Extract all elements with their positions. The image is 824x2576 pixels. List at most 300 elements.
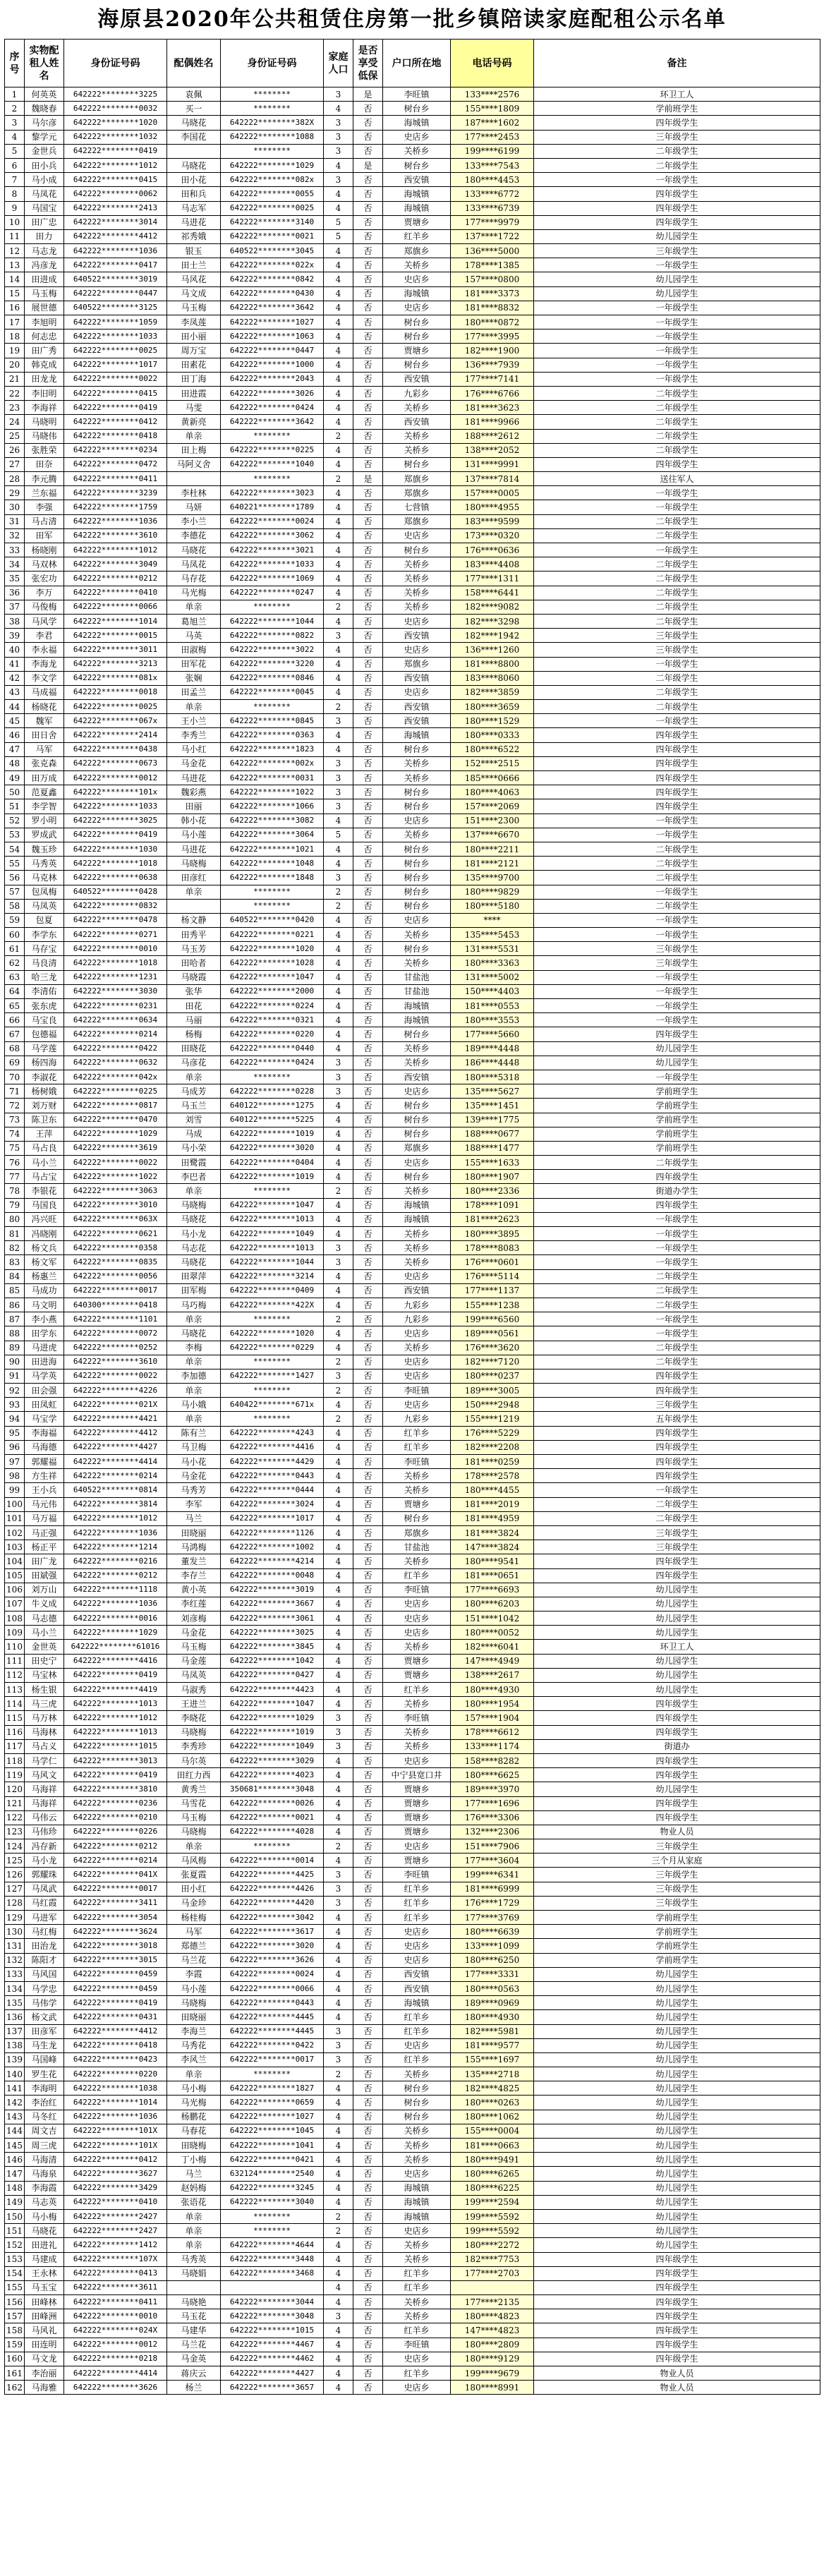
- cell-tenant-name: 李小燕: [25, 1312, 64, 1326]
- cell-spouse-name: 马光梅: [167, 586, 221, 600]
- cell-phone: 183****4408: [451, 557, 534, 572]
- cell-hukou: 史店乡: [383, 1953, 451, 1967]
- cell-hukou: 关桥乡: [383, 572, 451, 586]
- cell-spouse-id: 642222********0409: [221, 1283, 324, 1298]
- table-row: [5, 1825, 820, 1839]
- cell-spouse-name: 马小红: [167, 742, 221, 756]
- cell-household-size: 4: [324, 2110, 353, 2124]
- cell-household-size: 4: [324, 1796, 353, 1810]
- cell-index: 76: [5, 1156, 25, 1170]
- cell-low-income: 否: [353, 1170, 383, 1184]
- table-row: [5, 2010, 820, 2024]
- table-row: [5, 1198, 820, 1212]
- cell-tenant-name: 李清佑: [25, 984, 64, 998]
- cell-index: 111: [5, 1654, 25, 1668]
- table-row: [5, 657, 820, 671]
- cell-household-size: 4: [324, 244, 353, 258]
- cell-hukou: 海城镇: [383, 1198, 451, 1212]
- cell-index: 22: [5, 386, 25, 400]
- cell-index: 2: [5, 102, 25, 116]
- cell-spouse-name: 马晓花: [167, 1255, 221, 1269]
- cell-phone: 180****3363: [451, 956, 534, 970]
- cell-low-income: 否: [353, 1013, 383, 1027]
- cell-remark: 四年级学生: [534, 201, 820, 215]
- cell-low-income: 否: [353, 1455, 383, 1469]
- table-row: [5, 928, 820, 942]
- table-row: [5, 1782, 820, 1796]
- table-row: [5, 244, 820, 258]
- cell-low-income: 否: [353, 1782, 383, 1796]
- cell-household-size: 4: [324, 1967, 353, 1981]
- cell-remark: 幼儿园学生: [534, 1683, 820, 1697]
- cell-tenant-name: 田凤虹: [25, 1398, 64, 1412]
- cell-spouse-name: 单亲: [167, 2238, 221, 2252]
- cell-phone: 151****1042: [451, 1611, 534, 1626]
- cell-spouse-name: 马秀英: [167, 2252, 221, 2266]
- cell-hukou: 关桥乡: [383, 1056, 451, 1070]
- cell-tenant-id: 642222********0216: [64, 1554, 167, 1568]
- cell-phone: 147****4949: [451, 1654, 534, 1668]
- cell-spouse-name: 马卫梅: [167, 1440, 221, 1454]
- cell-remark: 四年级学生: [534, 2295, 820, 2309]
- cell-index: 133: [5, 1967, 25, 1981]
- cell-household-size: 4: [324, 1341, 353, 1355]
- cell-tenant-name: 马海德: [25, 1440, 64, 1454]
- cell-remark: 二年级学生: [534, 1355, 820, 1369]
- cell-tenant-id: 642222********4414: [64, 1455, 167, 1469]
- cell-spouse-id: 642222********4023: [221, 1768, 324, 1782]
- cell-tenant-name: 马伟云: [25, 1810, 64, 1825]
- cell-tenant-id: 642222********0417: [64, 258, 167, 272]
- cell-remark: 二年级学生: [534, 1156, 820, 1170]
- cell-index: 143: [5, 2110, 25, 2124]
- cell-spouse-name: 马尔英: [167, 1753, 221, 1767]
- cell-household-size: 3: [324, 1084, 353, 1099]
- cell-spouse-name: 马风梅: [167, 1854, 221, 1868]
- cell-spouse-name: 马晓花: [167, 1212, 221, 1226]
- cell-remark: 一年级学生: [534, 928, 820, 942]
- cell-tenant-name: 冯兴旺: [25, 1212, 64, 1226]
- cell-tenant-name: 马小梅: [25, 2209, 64, 2223]
- cell-tenant-name: 何英英: [25, 87, 64, 102]
- cell-index: 82: [5, 1241, 25, 1255]
- table-row: [5, 586, 820, 600]
- cell-low-income: 否: [353, 2153, 383, 2167]
- cell-hukou: 关桥乡: [383, 2153, 451, 2167]
- cell-tenant-name: 马伟学: [25, 1996, 64, 2010]
- cell-low-income: 否: [353, 1739, 383, 1753]
- cell-spouse-id: 642222********3064: [221, 828, 324, 842]
- cell-index: 71: [5, 1084, 25, 1099]
- cell-low-income: 否: [353, 2010, 383, 2024]
- cell-index: 30: [5, 500, 25, 514]
- cell-phone: 177****2135: [451, 2295, 534, 2309]
- cell-household-size: 4: [324, 1027, 353, 1041]
- cell-tenant-id: 642222********0072: [64, 1326, 167, 1341]
- cell-phone: 180****9491: [451, 2153, 534, 2167]
- cell-spouse-name: 马存花: [167, 572, 221, 586]
- cell-tenant-id: 642222********0012: [64, 2338, 167, 2352]
- cell-tenant-name: 王永林: [25, 2266, 64, 2280]
- cell-index: 121: [5, 1796, 25, 1810]
- cell-phone: 180****2809: [451, 2338, 534, 2352]
- cell-household-size: 4: [324, 1640, 353, 1654]
- cell-remark: 四年级学生: [534, 728, 820, 742]
- cell-remark: 二年级学生: [534, 671, 820, 685]
- cell-spouse-name: 李存兰: [167, 1568, 221, 1583]
- cell-household-size: 4: [324, 358, 353, 372]
- cell-spouse-id: 642222********0220: [221, 1027, 324, 1041]
- cell-spouse-name: 马凤花: [167, 557, 221, 572]
- cell-tenant-name: 马晓花: [25, 2224, 64, 2238]
- cell-tenant-id: 642222********0470: [64, 1113, 167, 1127]
- cell-spouse-name: 田孟兰: [167, 685, 221, 699]
- cell-phone: 178****1385: [451, 258, 534, 272]
- cell-spouse-id: 642222********1827: [221, 2081, 324, 2096]
- cell-tenant-name: 李银花: [25, 1184, 64, 1198]
- cell-spouse-name: 田上梅: [167, 443, 221, 457]
- cell-phone: 137****7814: [451, 472, 534, 486]
- cell-hukou: 史店乡: [383, 1084, 451, 1099]
- cell-low-income: 否: [353, 2252, 383, 2266]
- cell-hukou: 甘盐池: [383, 970, 451, 984]
- cell-household-size: 2: [324, 600, 353, 614]
- cell-spouse-id: 642222********1015: [221, 2323, 324, 2338]
- cell-hukou: 九彩乡: [383, 1412, 451, 1426]
- cell-index: 101: [5, 1511, 25, 1525]
- cell-spouse-id: 642222********1013: [221, 1241, 324, 1255]
- cell-phone: 177****7141: [451, 372, 534, 386]
- cell-remark: 幼儿园学生: [534, 1654, 820, 1668]
- cell-spouse-name: 田军花: [167, 657, 221, 671]
- cell-phone: 180****3895: [451, 1227, 534, 1241]
- table-row: [5, 2139, 820, 2153]
- table-row: [5, 2096, 820, 2110]
- cell-low-income: 否: [353, 1027, 383, 1041]
- cell-spouse-id: 642222********0225: [221, 443, 324, 457]
- cell-spouse-id: 642222********3024: [221, 1497, 324, 1511]
- table-row: [5, 1540, 820, 1554]
- cell-index: 19: [5, 344, 25, 358]
- cell-phone: 131****9991: [451, 457, 534, 471]
- cell-spouse-name: 田淑梅: [167, 643, 221, 657]
- cell-remark: 二年级学生: [534, 857, 820, 871]
- cell-phone: 176****5229: [451, 1426, 534, 1440]
- table-row: [5, 1141, 820, 1155]
- cell-remark: 四年级学生: [534, 1697, 820, 1711]
- cell-spouse-name: 田鹭霞: [167, 1156, 221, 1170]
- cell-tenant-name: 马小兰: [25, 1626, 64, 1640]
- cell-tenant-name: 田斌强: [25, 1568, 64, 1583]
- cell-index: 53: [5, 828, 25, 842]
- cell-tenant-name: 张胜荣: [25, 443, 64, 457]
- cell-hukou: 关桥乡: [383, 1255, 451, 1269]
- cell-index: 18: [5, 329, 25, 344]
- cell-tenant-name: 李文学: [25, 671, 64, 685]
- cell-hukou: 关桥乡: [383, 771, 451, 785]
- cell-phone: 181****9966: [451, 415, 534, 429]
- cell-tenant-id: 642222********0252: [64, 1341, 167, 1355]
- cell-hukou: 西安镇: [383, 714, 451, 728]
- cell-phone: 177****2703: [451, 2266, 534, 2280]
- cell-tenant-id: 642222********1059: [64, 315, 167, 329]
- cell-low-income: 否: [353, 885, 383, 899]
- cell-household-size: 3: [324, 714, 353, 728]
- cell-low-income: 否: [353, 614, 383, 628]
- cell-hukou: 关桥乡: [383, 144, 451, 158]
- cell-household-size: 5: [324, 828, 353, 842]
- cell-household-size: 4: [324, 500, 353, 514]
- cell-spouse-name: 马晓梅: [167, 857, 221, 871]
- cell-tenant-name: 马学忠: [25, 1981, 64, 1995]
- cell-household-size: 4: [324, 685, 353, 699]
- cell-spouse-name: 李国花: [167, 130, 221, 144]
- cell-tenant-id: 642222********0220: [64, 2067, 167, 2081]
- cell-index: 122: [5, 1810, 25, 1825]
- cell-low-income: 否: [353, 2124, 383, 2138]
- cell-tenant-id: 642222********4412: [64, 1426, 167, 1440]
- cell-household-size: 3: [324, 799, 353, 814]
- cell-index: 108: [5, 1611, 25, 1626]
- cell-household-size: 4: [324, 970, 353, 984]
- cell-index: 157: [5, 2309, 25, 2323]
- table-row: [5, 1170, 820, 1184]
- cell-tenant-name: 马志龙: [25, 244, 64, 258]
- cell-household-size: 4: [324, 486, 353, 500]
- cell-phone: 181****3623: [451, 401, 534, 415]
- cell-spouse-name: 田花: [167, 999, 221, 1013]
- cell-hukou: 红羊乡: [383, 2280, 451, 2294]
- cell-index: 45: [5, 714, 25, 728]
- cell-index: 27: [5, 457, 25, 471]
- table-row: [5, 2266, 820, 2280]
- cell-spouse-id: 642222********0822: [221, 629, 324, 643]
- cell-spouse-id: 642222********002x: [221, 756, 324, 770]
- cell-spouse-name: 马鸿梅: [167, 1540, 221, 1554]
- cell-household-size: 4: [324, 344, 353, 358]
- cell-household-size: 4: [324, 1810, 353, 1825]
- cell-spouse-id: 642222********1823: [221, 742, 324, 756]
- cell-low-income: 否: [353, 457, 383, 471]
- cell-tenant-name: 杨生银: [25, 1683, 64, 1697]
- col-header-household-size: 家庭人口: [324, 40, 353, 87]
- cell-phone: 133****1099: [451, 1939, 534, 1953]
- cell-index: 138: [5, 2038, 25, 2052]
- cell-index: 56: [5, 871, 25, 885]
- cell-hukou: 史店乡: [383, 2038, 451, 2052]
- cell-low-income: 否: [353, 814, 383, 828]
- cell-phone: 180****0872: [451, 315, 534, 329]
- cell-hukou: 史店乡: [383, 643, 451, 657]
- cell-spouse-id: ********: [221, 1070, 324, 1084]
- cell-tenant-id: 642222********0459: [64, 1967, 167, 1981]
- cell-tenant-name: 王萍: [25, 1127, 64, 1141]
- cell-household-size: 4: [324, 315, 353, 329]
- cell-spouse-id: ********: [221, 429, 324, 443]
- cell-remark: 一年级学生: [534, 814, 820, 828]
- cell-index: 43: [5, 685, 25, 699]
- cell-remark: 一年级学生: [534, 344, 820, 358]
- cell-phone: 177****3769: [451, 1911, 534, 1925]
- cell-index: 20: [5, 358, 25, 372]
- cell-tenant-id: 642222********0419: [64, 1768, 167, 1782]
- cell-spouse-name: 单亲: [167, 1384, 221, 1398]
- cell-spouse-name: 马进花: [167, 771, 221, 785]
- cell-spouse-name: 马玉花: [167, 2309, 221, 2323]
- cell-spouse-name: 马进花: [167, 215, 221, 229]
- cell-household-size: 4: [324, 2167, 353, 2181]
- cell-hukou: 西安镇: [383, 1283, 451, 1298]
- cell-index: 113: [5, 1683, 25, 1697]
- cell-hukou: 贾塘乡: [383, 1854, 451, 1868]
- cell-spouse-name: 李秀兰: [167, 728, 221, 742]
- cell-spouse-name: 马玉梅: [167, 301, 221, 315]
- cell-tenant-id: 642222********1036: [64, 1525, 167, 1540]
- cell-low-income: 否: [353, 2238, 383, 2252]
- cell-low-income: 否: [353, 1056, 383, 1070]
- cell-hukou: 红羊乡: [383, 2366, 451, 2381]
- cell-low-income: 否: [353, 1440, 383, 1454]
- cell-tenant-id: 642222********0472: [64, 457, 167, 471]
- cell-household-size: 4: [324, 1298, 353, 1312]
- cell-hukou: 史店乡: [383, 272, 451, 286]
- cell-tenant-id: 642222********0410: [64, 586, 167, 600]
- cell-spouse-id: 642222********1048: [221, 857, 324, 871]
- cell-hukou: 西安镇: [383, 1981, 451, 1995]
- cell-spouse-name: 马志花: [167, 1241, 221, 1255]
- cell-phone: 187****1602: [451, 116, 534, 130]
- cell-spouse-name: 黄秀兰: [167, 1782, 221, 1796]
- cell-low-income: 否: [353, 771, 383, 785]
- cell-spouse-id: 642222********2000: [221, 984, 324, 998]
- cell-hukou: 红羊乡: [383, 2323, 451, 2338]
- table-row: [5, 87, 820, 102]
- cell-household-size: 4: [324, 913, 353, 927]
- cell-index: 9: [5, 201, 25, 215]
- cell-spouse-id: 642222********0447: [221, 344, 324, 358]
- cell-hukou: 史店乡: [383, 301, 451, 315]
- cell-remark: 二年级学生: [534, 429, 820, 443]
- cell-spouse-name: 马英: [167, 629, 221, 643]
- cell-tenant-id: 642222********2427: [64, 2209, 167, 2223]
- cell-remark: 环卫工人: [534, 1640, 820, 1654]
- cell-tenant-name: 马占义: [25, 1739, 64, 1753]
- cell-spouse-id: 642222********1002: [221, 1540, 324, 1554]
- cell-spouse-id: 642222********0422: [221, 2038, 324, 2052]
- cell-tenant-id: 642222********3611: [64, 2280, 167, 2294]
- cell-spouse-name: 马小花: [167, 1455, 221, 1469]
- cell-low-income: 否: [353, 1426, 383, 1440]
- cell-household-size: 4: [324, 1483, 353, 1497]
- cell-spouse-id: ********: [221, 1384, 324, 1398]
- cell-remark: 一年级学生: [534, 1070, 820, 1084]
- cell-hukou: 海城镇: [383, 201, 451, 215]
- cell-household-size: 4: [324, 2352, 353, 2366]
- cell-phone: 180****5318: [451, 1070, 534, 1084]
- cell-remark: 一年级学生: [534, 970, 820, 984]
- cell-household-size: 2: [324, 1839, 353, 1854]
- cell-spouse-id: 642222********022x: [221, 258, 324, 272]
- cell-household-size: 2: [324, 885, 353, 899]
- cell-index: 114: [5, 1697, 25, 1711]
- cell-spouse-id: 642222********4426: [221, 1882, 324, 1896]
- cell-tenant-id: 642222********1018: [64, 956, 167, 970]
- table-row: [5, 1041, 820, 1056]
- cell-remark: 一年级学生: [534, 913, 820, 927]
- table-row: [5, 1184, 820, 1198]
- cell-spouse-id: 642222********1047: [221, 970, 324, 984]
- cell-phone: 181****0663: [451, 2139, 534, 2153]
- cell-index: 145: [5, 2139, 25, 2153]
- cell-remark: 二年级学生: [534, 572, 820, 586]
- cell-spouse-id: 642222********1019: [221, 1127, 324, 1141]
- cell-spouse-name: 田晓丽: [167, 1525, 221, 1540]
- cell-index: 4: [5, 130, 25, 144]
- cell-tenant-id: 642222********4421: [64, 1412, 167, 1426]
- table-row: [5, 1854, 820, 1868]
- cell-tenant-name: 马国良: [25, 1198, 64, 1212]
- cell-tenant-id: 642222********0018: [64, 685, 167, 699]
- cell-low-income: 否: [353, 1725, 383, 1739]
- cell-spouse-id: 642222********082x: [221, 173, 324, 187]
- cell-remark: 一年级学生: [534, 1255, 820, 1269]
- cell-household-size: 2: [324, 1312, 353, 1326]
- cell-spouse-id: 642222********1049: [221, 1227, 324, 1241]
- cell-tenant-name: 牛义成: [25, 1597, 64, 1611]
- cell-spouse-id: 642222********4423: [221, 1683, 324, 1697]
- cell-remark: 二年级学生: [534, 415, 820, 429]
- cell-tenant-id: 642222********4412: [64, 2024, 167, 2038]
- cell-hukou: 树台乡: [383, 2096, 451, 2110]
- cell-phone: 136****1260: [451, 643, 534, 657]
- cell-household-size: 3: [324, 1070, 353, 1084]
- cell-low-income: 否: [353, 1084, 383, 1099]
- cell-index: 116: [5, 1725, 25, 1739]
- table-row: [5, 899, 820, 913]
- cell-low-income: 否: [353, 999, 383, 1013]
- cell-hukou: 史店乡: [383, 2224, 451, 2238]
- cell-tenant-id: 642222********3030: [64, 984, 167, 998]
- cell-remark: 幼儿园学生: [534, 1583, 820, 1597]
- cell-phone: 180****3553: [451, 1013, 534, 1027]
- cell-tenant-name: 马建成: [25, 2252, 64, 2266]
- cell-household-size: 4: [324, 1597, 353, 1611]
- cell-index: 92: [5, 1384, 25, 1398]
- cell-remark: 三年级学生: [534, 956, 820, 970]
- table-row: [5, 2024, 820, 2038]
- cell-tenant-id: 642222********4414: [64, 2366, 167, 2381]
- table-row: [5, 1255, 820, 1269]
- cell-spouse-id: 642222********1045: [221, 2124, 324, 2138]
- cell-phone: 133****1174: [451, 1739, 534, 1753]
- cell-low-income: 否: [353, 500, 383, 514]
- cell-low-income: 否: [353, 2295, 383, 2309]
- cell-phone: 157****0005: [451, 486, 534, 500]
- cell-tenant-id: 640522********0428: [64, 885, 167, 899]
- cell-remark: 二年级学生: [534, 1511, 820, 1525]
- cell-household-size: 4: [324, 1127, 353, 1141]
- cell-tenant-id: 642222********1012: [64, 1711, 167, 1725]
- cell-household-size: 4: [324, 657, 353, 671]
- cell-low-income: 否: [353, 1212, 383, 1226]
- cell-spouse-name: 魏彩燕: [167, 785, 221, 799]
- cell-hukou: 海城镇: [383, 1996, 451, 2010]
- cell-index: 100: [5, 1497, 25, 1511]
- cell-hukou: 贾塘乡: [383, 1497, 451, 1511]
- cell-spouse-id: 642222********3245: [221, 2181, 324, 2195]
- cell-low-income: 否: [353, 443, 383, 457]
- table-row: [5, 358, 820, 372]
